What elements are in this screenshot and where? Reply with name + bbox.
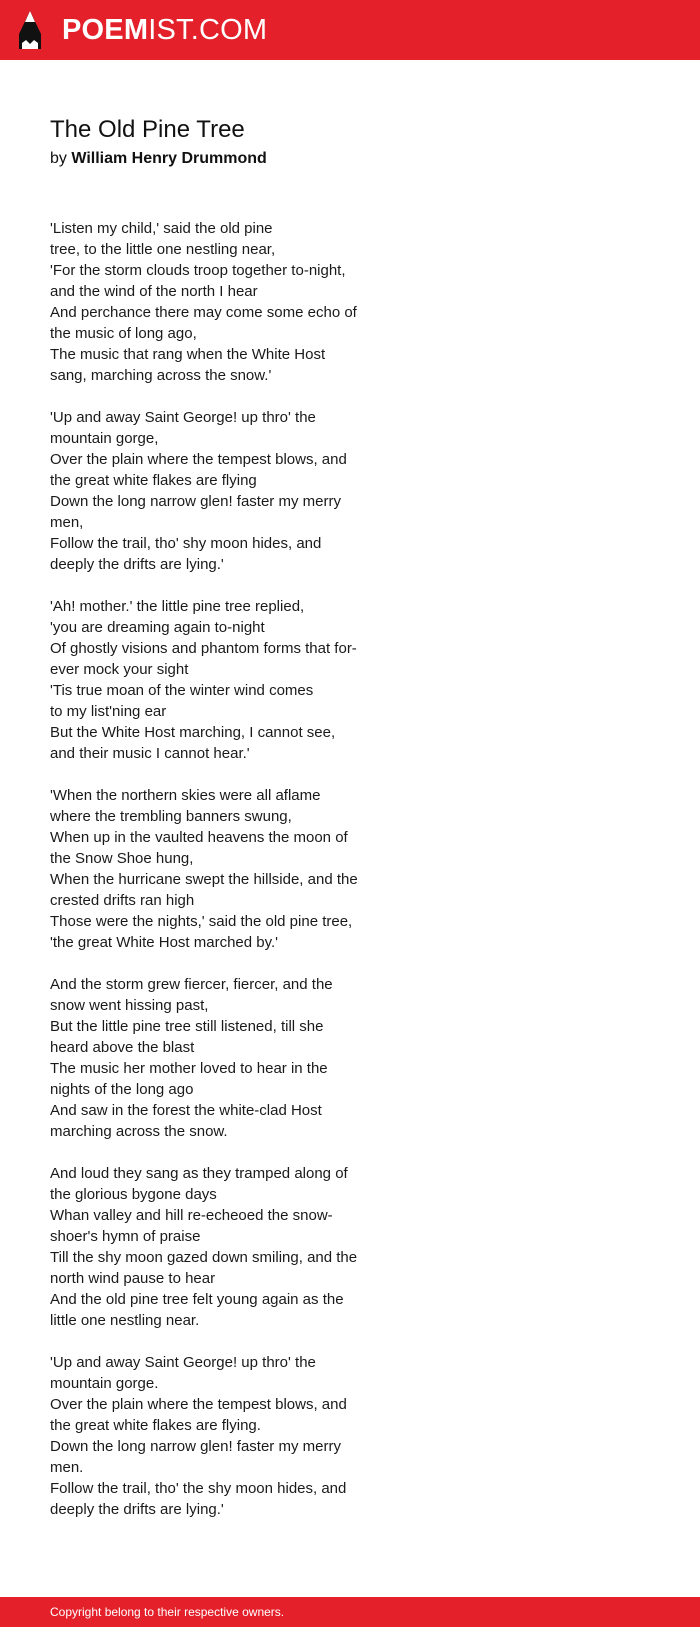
pencil-tip-icon (18, 10, 42, 50)
poem-line: And the storm grew fiercer, fiercer, and the (50, 976, 333, 993)
stanza (50, 1352, 380, 1520)
poem-line: And perchance there may come some echo of (50, 304, 357, 321)
poem-line: to my list'ning ear (50, 703, 167, 720)
poem-line: When up in the vaulted heavens the moon of (50, 829, 348, 846)
poem-line: mountain gorge, (50, 430, 159, 447)
poem-line: crested drifts ran high (50, 892, 195, 909)
poem-line: snow went hissing past, (50, 997, 209, 1014)
poem-line: marching across the snow. (50, 1123, 228, 1140)
poem-line: mountain gorge. (50, 1375, 159, 1392)
poem-line: shoer's hymn of praise (50, 1228, 201, 1245)
poem-line: ever mock your sight (50, 661, 189, 678)
byline-prefix: by (50, 150, 67, 167)
logo-strong-text: POEM (62, 14, 149, 46)
stanza (50, 1163, 380, 1331)
stanza (50, 785, 380, 953)
byline (50, 148, 267, 170)
stanza (50, 218, 380, 386)
poem-line: men. (50, 1459, 84, 1476)
poem-line: Of ghostly visions and phantom forms that for- (50, 640, 357, 657)
poem-line: Over the plain where the tempest blows, and (50, 451, 347, 468)
poem-line: And loud they sang as they tramped along of (50, 1165, 348, 1182)
poem-line: The music that rang when the White Host (50, 346, 326, 363)
logo-light-text: IST.COM (148, 14, 268, 46)
stanza (50, 596, 380, 764)
poem-line: Those were the nights,' said the old pine tree, (50, 913, 353, 930)
poem-line: the great white flakes are flying. (50, 1417, 261, 1434)
copyright-text: Copyright belong to their respective owners. (50, 1605, 285, 1619)
poem-line: tree, to the little one nestling near, (50, 241, 276, 258)
poem-line: the great white flakes are flying (50, 472, 257, 489)
poem-line: north wind pause to hear (50, 1270, 216, 1287)
poem-line: heard above the blast (50, 1039, 195, 1056)
author-name[interactable]: William Henry Drummond (71, 150, 267, 167)
poem-line: 'you are dreaming again to-night (50, 619, 265, 636)
poem-line: nights of the long ago (50, 1081, 194, 1098)
poem-line: And saw in the forest the white-clad Host (50, 1102, 322, 1119)
poem-line: deeply the drifts are lying.' (50, 1501, 224, 1518)
poem-line: and the wind of the north I hear (50, 283, 258, 300)
poem-line: But the White Host marching, I cannot see, (50, 724, 336, 741)
poem-line: sang, marching across the snow.' (50, 367, 272, 384)
poem-line: 'Ah! mother.' the little pine tree replied, (50, 598, 305, 615)
poem-line: Down the long narrow glen! faster my merry (50, 493, 341, 510)
poem-line: the Snow Shoe hung, (50, 850, 194, 867)
poem-line: where the trembling banners swung, (50, 808, 292, 825)
poem-line: 'the great White Host marched by.' (50, 934, 279, 951)
poem-line: 'Up and away Saint George! up thro' the (50, 409, 316, 426)
poem-line: 'For the storm clouds troop together to-night, (50, 262, 346, 279)
poem-line: 'When the northern skies were all aflame (50, 787, 321, 804)
poem-line: 'Up and away Saint George! up thro' the (50, 1354, 316, 1371)
poem-line: But the little pine tree still listened, till she (50, 1018, 324, 1035)
poem-line: Whan valley and hill re-echeoed the snow- (50, 1207, 333, 1224)
poem-line: Over the plain where the tempest blows, and (50, 1396, 347, 1413)
stanza (50, 407, 380, 575)
poem-line: 'Tis true moan of the winter wind comes (50, 682, 314, 699)
site-footer (0, 1597, 700, 1627)
poem-title: The Old Pine Tree (50, 116, 245, 143)
poem-line: men, (50, 514, 84, 531)
site-logo[interactable] (62, 12, 267, 48)
poem-line: Follow the trail, tho' the shy moon hides, and (50, 1480, 347, 1497)
poem-line: And the old pine tree felt young again as the (50, 1291, 344, 1308)
poem-line: the music of long ago, (50, 325, 197, 342)
poem-line: little one nestling near. (50, 1312, 200, 1329)
poem-line: the glorious bygone days (50, 1186, 217, 1203)
poem-line: Follow the trail, tho' shy moon hides, and (50, 535, 322, 552)
poem-body (50, 218, 380, 1541)
stanza (50, 974, 380, 1142)
poem-line: and their music I cannot hear.' (50, 745, 250, 762)
poem-line: The music her mother loved to hear in the (50, 1060, 328, 1077)
poem-line: 'Listen my child,' said the old pine (50, 220, 273, 237)
site-header (0, 0, 700, 60)
poem-line: Till the shy moon gazed down smiling, and the (50, 1249, 358, 1266)
poem-line: Down the long narrow glen! faster my merry (50, 1438, 341, 1455)
poem-line: deeply the drifts are lying.' (50, 556, 224, 573)
poem-line: When the hurricane swept the hillside, and the (50, 871, 358, 888)
